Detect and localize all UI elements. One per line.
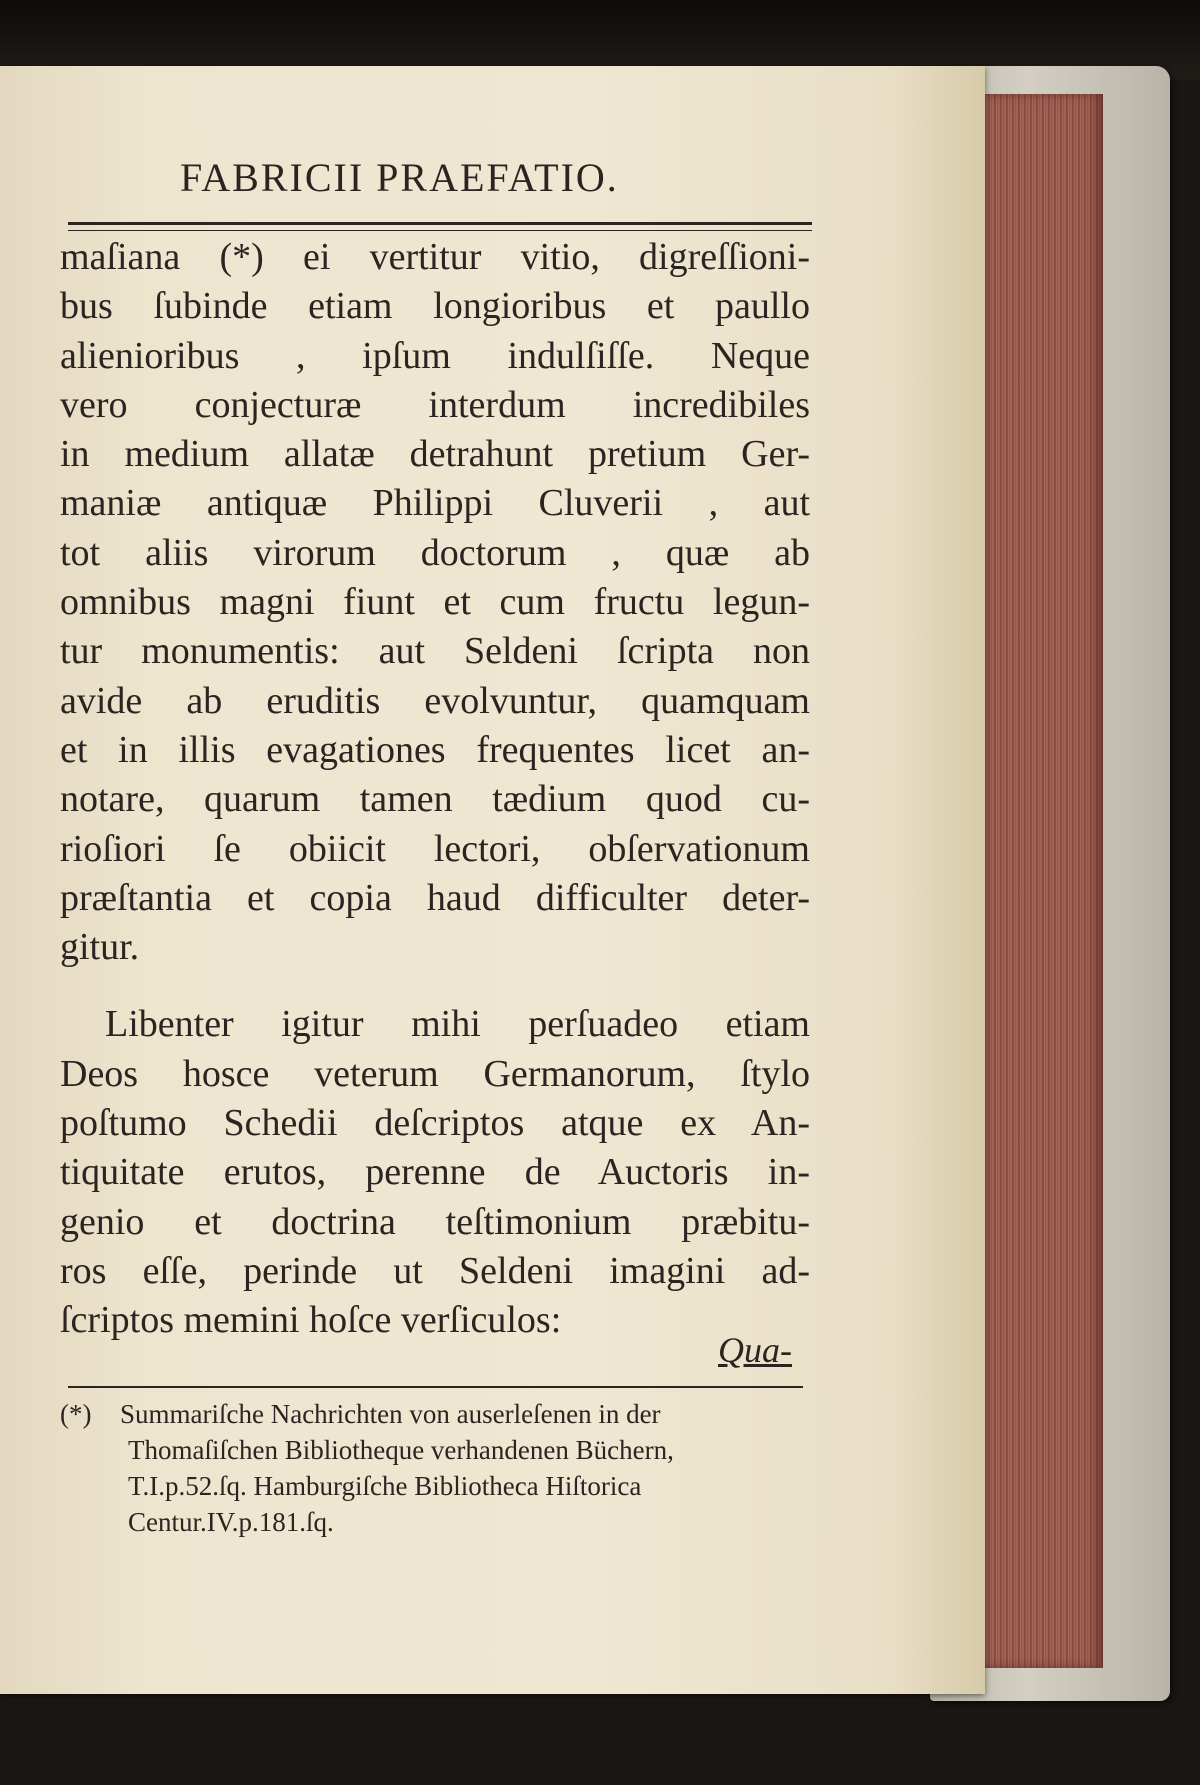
text-line: ros eſſe, perinde ut Seldeni imagini ad- [60,1249,810,1292]
text-line: Libenter igitur mihi perſuadeo etiam [105,1003,810,1046]
paragraph-1 [60,233,810,972]
footnote-mark: (*) [60,1399,92,1429]
text-line: alienioribus , ipſum indulſiſſe. Neque [60,334,810,377]
book-page [0,66,985,1694]
text-line: tur monumentis: aut Seldeni ſcripta non [60,630,810,673]
text-line: maſiana (*) ei vertitur vitio, digreſſioni- [60,236,810,278]
text-line: omnibus magni fiunt et cum fructu legun- [60,581,810,624]
text-line: præſtantia et copia haud difficulter deter- [60,876,810,919]
text-line: tot aliis virorum doctorum , quæ ab [60,531,810,574]
footnote-line: Centur.IV.p.181.ſq. [128,1507,334,1537]
footnote-rule [68,1386,803,1388]
running-head: FABRICII PRAEFATIO. [180,155,619,200]
text-line: Deos hosce veterum Germanorum, ſtylo [60,1052,810,1095]
footnote-line: T.I.p.52.ſq. Hamburgiſche Bibliotheca Hiſtorica [128,1471,642,1501]
text-line: et in illis evagationes frequentes licet an- [60,728,810,771]
paragraph-2 [60,1000,810,1345]
text-line: ſcriptos memini hoſce verſiculos: [60,1299,562,1342]
text-line: poſtumo Schedii deſcriptos atque ex An- [60,1102,810,1145]
text-line: avide ab eruditis evolvuntur, quamquam [60,679,810,722]
text-line: in medium allatæ detrahunt pretium Ger- [60,433,810,476]
body-text [60,233,810,1346]
paragraph-gap [60,972,810,1000]
page-edges [976,94,1103,1668]
catchword: Qua- [718,1330,792,1370]
footnote [60,1396,810,1540]
text-line: tiquitate erutos, perenne de Auctoris in- [60,1151,810,1194]
footnote-line [60,1396,810,1432]
text-line: genio et doctrina teſtimonium præbitu- [60,1200,810,1243]
header-rule [68,222,812,231]
text-line: gitur. [60,926,140,969]
text-line: rioſiori ſe obiicit lectori, obſervationum [60,827,810,870]
footnote-line: Thomaſiſchen Bibliotheque verhandenen Büchern, [128,1435,674,1465]
text-line: notare, quarum tamen tædium quod cu- [60,778,810,821]
text-line: vero conjecturæ interdum incredibiles [60,383,810,426]
footnote-text: Summariſche Nachrichten von auserleſenen in der [120,1399,661,1429]
text-line: maniæ antiquæ Philippi Cluverii , aut [60,482,810,525]
text-line: bus ſubinde etiam longioribus et paullo [60,285,810,328]
